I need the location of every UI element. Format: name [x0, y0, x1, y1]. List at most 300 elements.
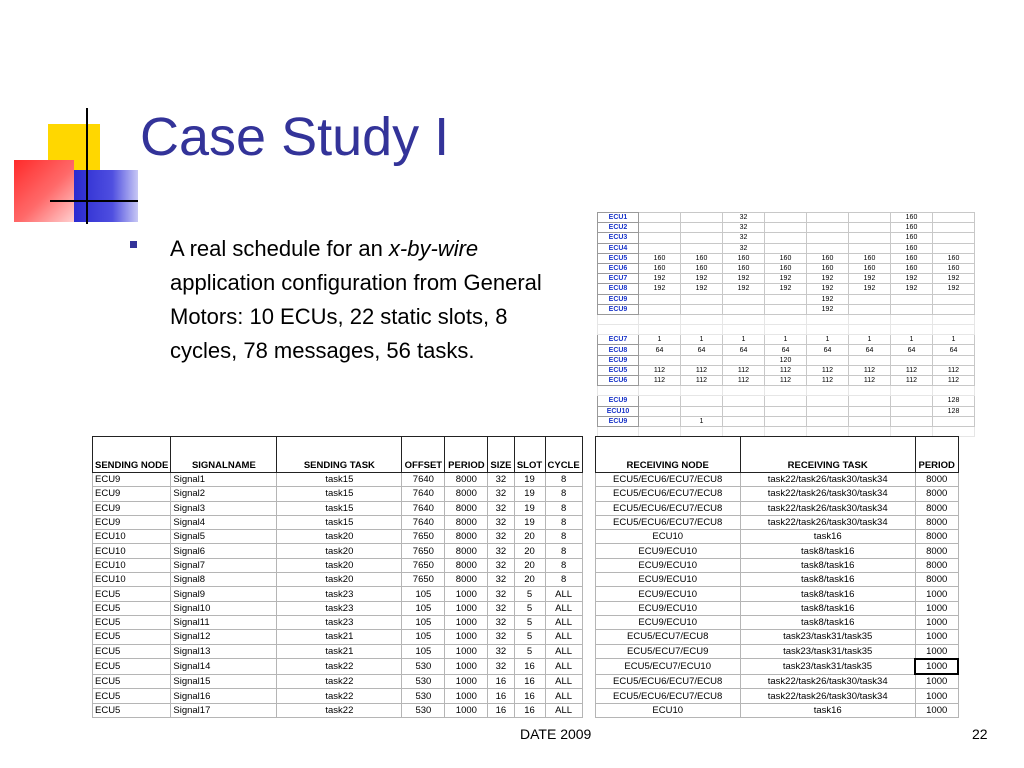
- gap-cell: [582, 630, 595, 644]
- schedule-value-cell: 1: [933, 335, 975, 345]
- schedule-value-cell: 112: [933, 376, 975, 386]
- cell-period: 1000: [445, 689, 488, 703]
- schedule-value-cell: [933, 325, 975, 335]
- schedule-value-cell: 1: [723, 335, 765, 345]
- schedule-value-cell: [849, 396, 891, 406]
- schedule-value-cell: 32: [723, 243, 765, 253]
- cell-size: 32: [488, 544, 514, 558]
- cell-size: 32: [488, 530, 514, 544]
- cell-period: 8000: [445, 473, 488, 487]
- cell-slot: 20: [514, 530, 545, 544]
- cell-signalname: Signal13: [171, 644, 277, 659]
- cell-slot: 19: [514, 515, 545, 529]
- signals-header-row: [93, 437, 959, 473]
- cell-size: 32: [488, 587, 514, 601]
- signals-table: [92, 436, 959, 718]
- schedule-value-cell: 192: [891, 274, 933, 284]
- cell-offset: 7650: [402, 558, 445, 572]
- cell-receiving-node: ECU5/ECU7/ECU10: [595, 659, 740, 674]
- cell-signalname: Signal17: [171, 703, 277, 717]
- cell-period: 1000: [445, 630, 488, 644]
- schedule-value-cell: 160: [639, 263, 681, 273]
- cell-size: 16: [488, 674, 514, 689]
- cell-receiving-task: task8/task16: [740, 601, 915, 615]
- cell-offset: 7650: [402, 530, 445, 544]
- schedule-value-cell: 64: [933, 345, 975, 355]
- schedule-value-cell: 160: [807, 263, 849, 273]
- cell-period: 8000: [445, 544, 488, 558]
- schedule-value-cell: [807, 355, 849, 365]
- schedule-ecu-cell: ECU6: [598, 376, 639, 386]
- cell-period2: 1000: [915, 703, 958, 717]
- schedule-ecu-cell: ECU7: [598, 274, 639, 284]
- cell-slot: 16: [514, 703, 545, 717]
- schedule-value-cell: 192: [723, 274, 765, 284]
- cell-slot: 16: [514, 689, 545, 703]
- cell-signalname: Signal12: [171, 630, 277, 644]
- schedule-grid: [597, 212, 975, 437]
- table-row: [93, 530, 959, 544]
- header-signalname: SIGNALNAME: [171, 437, 277, 473]
- schedule-row: [598, 386, 975, 396]
- schedule-ecu-cell: ECU8: [598, 284, 639, 294]
- cell-receiving-node: ECU10: [595, 530, 740, 544]
- cell-offset: 7640: [402, 487, 445, 501]
- cell-cycle: 8: [545, 544, 582, 558]
- schedule-ecu-cell: ECU9: [598, 355, 639, 365]
- gap-cell: [582, 674, 595, 689]
- schedule-value-cell: [765, 243, 807, 253]
- schedule-value-cell: 1: [681, 335, 723, 345]
- schedule-value-cell: 192: [849, 274, 891, 284]
- cell-signalname: Signal2: [171, 487, 277, 501]
- deco-horizontal-line: [50, 200, 138, 202]
- cell-period2: 8000: [915, 501, 958, 515]
- cell-offset: 7640: [402, 501, 445, 515]
- schedule-value-cell: [723, 304, 765, 314]
- cell-slot: 5: [514, 587, 545, 601]
- schedule-value-cell: 112: [639, 376, 681, 386]
- schedule-value-cell: [933, 304, 975, 314]
- schedule-value-cell: [765, 325, 807, 335]
- gap-cell: [582, 615, 595, 629]
- schedule-value-cell: 64: [765, 345, 807, 355]
- cell-period2: 1000: [915, 674, 958, 689]
- cell-sending-task: task21: [277, 630, 402, 644]
- header-slot: SLOT: [514, 437, 545, 473]
- schedule-value-cell: 160: [681, 263, 723, 273]
- schedule-value-cell: 192: [681, 284, 723, 294]
- schedule-ecu-cell: [598, 325, 639, 335]
- cell-sending-node: ECU10: [93, 573, 171, 587]
- cell-offset: 530: [402, 659, 445, 674]
- schedule-value-cell: [807, 406, 849, 416]
- cell-sending-task: task15: [277, 473, 402, 487]
- cell-period2: 1000: [915, 689, 958, 703]
- cell-sending-node: ECU5: [93, 689, 171, 703]
- schedule-row: [598, 325, 975, 335]
- schedule-value-cell: 160: [849, 263, 891, 273]
- cell-sending-node: ECU5: [93, 587, 171, 601]
- cell-receiving-node: ECU5/ECU6/ECU7/ECU8: [595, 515, 740, 529]
- schedule-value-cell: [891, 355, 933, 365]
- schedule-row: [598, 223, 975, 233]
- schedule-value-cell: 160: [891, 263, 933, 273]
- cell-signalname: Signal1: [171, 473, 277, 487]
- cell-period2: 8000: [915, 544, 958, 558]
- schedule-value-cell: 112: [723, 365, 765, 375]
- schedule-value-cell: 32: [723, 213, 765, 223]
- schedule-row: [598, 345, 975, 355]
- schedule-value-cell: [849, 406, 891, 416]
- cell-size: 32: [488, 487, 514, 501]
- cell-size: 32: [488, 615, 514, 629]
- cell-slot: 20: [514, 558, 545, 572]
- cell-receiving-node: ECU5/ECU6/ECU7/ECU8: [595, 674, 740, 689]
- cell-period: 8000: [445, 530, 488, 544]
- schedule-value-cell: [765, 396, 807, 406]
- cell-receiving-task: task8/task16: [740, 573, 915, 587]
- schedule-row: [598, 294, 975, 304]
- cell-cycle: 8: [545, 515, 582, 529]
- schedule-row: [598, 396, 975, 406]
- schedule-value-cell: 64: [723, 345, 765, 355]
- cell-offset: 7650: [402, 544, 445, 558]
- cell-cycle: 8: [545, 558, 582, 572]
- cell-offset: 7640: [402, 515, 445, 529]
- cell-size: 32: [488, 601, 514, 615]
- cell-size: 32: [488, 644, 514, 659]
- cell-cycle: 8: [545, 487, 582, 501]
- schedule-value-cell: 32: [723, 223, 765, 233]
- schedule-value-cell: 192: [723, 284, 765, 294]
- cell-sending-node: ECU5: [93, 630, 171, 644]
- schedule-value-cell: [723, 325, 765, 335]
- schedule-ecu-cell: ECU6: [598, 263, 639, 273]
- cell-sending-task: task22: [277, 674, 402, 689]
- cell-slot: 16: [514, 659, 545, 674]
- cell-sending-node: ECU5: [93, 644, 171, 659]
- schedule-value-cell: 192: [681, 274, 723, 284]
- schedule-value-cell: [849, 223, 891, 233]
- cell-period: 8000: [445, 501, 488, 515]
- gap-cell: [582, 573, 595, 587]
- schedule-value-cell: 160: [933, 263, 975, 273]
- schedule-value-cell: [891, 304, 933, 314]
- schedule-value-cell: 160: [723, 253, 765, 263]
- schedule-value-cell: [639, 304, 681, 314]
- cell-slot: 5: [514, 630, 545, 644]
- schedule-ecu-cell: ECU10: [598, 406, 639, 416]
- schedule-value-cell: 160: [891, 213, 933, 223]
- cell-slot: 19: [514, 473, 545, 487]
- schedule-value-cell: [639, 386, 681, 396]
- header-gap: [582, 437, 595, 473]
- cell-offset: 105: [402, 615, 445, 629]
- cell-offset: 105: [402, 587, 445, 601]
- cell-size: 16: [488, 689, 514, 703]
- cell-size: 32: [488, 558, 514, 572]
- cell-cycle: ALL: [545, 630, 582, 644]
- cell-size: 32: [488, 515, 514, 529]
- cell-period: 8000: [445, 515, 488, 529]
- schedule-value-cell: [765, 416, 807, 426]
- cell-sending-task: task15: [277, 501, 402, 515]
- cell-receiving-node: ECU9/ECU10: [595, 615, 740, 629]
- schedule-value-cell: 192: [639, 274, 681, 284]
- cell-receiving-node: ECU10: [595, 703, 740, 717]
- schedule-value-cell: [639, 325, 681, 335]
- cell-size: 32: [488, 659, 514, 674]
- cell-cycle: ALL: [545, 601, 582, 615]
- schedule-value-cell: 128: [933, 406, 975, 416]
- bullet-text-post: application configuration from General Motors: 10 ECUs, 22 static slots, 8 cycles, 78 messages, 56 tasks.: [170, 270, 542, 363]
- schedule-value-cell: [681, 223, 723, 233]
- deco-vertical-line: [86, 108, 88, 224]
- schedule-ecu-cell: ECU9: [598, 416, 639, 426]
- cell-offset: 105: [402, 601, 445, 615]
- header-offset: OFFSET: [402, 437, 445, 473]
- table-row: [93, 515, 959, 529]
- schedule-value-cell: [681, 314, 723, 324]
- schedule-value-cell: [639, 396, 681, 406]
- cell-cycle: ALL: [545, 703, 582, 717]
- cell-cycle: ALL: [545, 644, 582, 659]
- cell-sending-node: ECU9: [93, 473, 171, 487]
- schedule-value-cell: [723, 386, 765, 396]
- cell-receiving-node: ECU9/ECU10: [595, 558, 740, 572]
- cell-receiving-node: ECU5/ECU7/ECU8: [595, 630, 740, 644]
- schedule-ecu-cell: ECU1: [598, 213, 639, 223]
- schedule-value-cell: 112: [681, 365, 723, 375]
- cell-period: 1000: [445, 601, 488, 615]
- schedule-ecu-cell: ECU9: [598, 304, 639, 314]
- schedule-value-cell: [765, 233, 807, 243]
- cell-cycle: 8: [545, 501, 582, 515]
- cell-offset: 7650: [402, 573, 445, 587]
- schedule-value-cell: 192: [765, 274, 807, 284]
- schedule-ecu-cell: ECU9: [598, 294, 639, 304]
- schedule-ecu-cell: ECU9: [598, 396, 639, 406]
- table-row: [93, 487, 959, 501]
- table-row: [93, 703, 959, 717]
- cell-period2: 8000: [915, 487, 958, 501]
- schedule-value-cell: 112: [765, 376, 807, 386]
- schedule-value-cell: [849, 233, 891, 243]
- cell-receiving-task: task23/task31/task35: [740, 644, 915, 659]
- cell-period2: 1000: [915, 659, 958, 674]
- schedule-value-cell: 192: [891, 284, 933, 294]
- schedule-value-cell: [639, 355, 681, 365]
- cell-signalname: Signal16: [171, 689, 277, 703]
- schedule-value-cell: 160: [681, 253, 723, 263]
- schedule-value-cell: [639, 233, 681, 243]
- table-row: [93, 544, 959, 558]
- schedule-value-cell: 112: [849, 376, 891, 386]
- schedule-value-cell: 160: [891, 223, 933, 233]
- cell-cycle: 8: [545, 573, 582, 587]
- gap-cell: [582, 544, 595, 558]
- schedule-value-cell: [807, 243, 849, 253]
- cell-receiving-task: task23/task31/task35: [740, 659, 915, 674]
- schedule-value-cell: [891, 406, 933, 416]
- header-cycle: CYCLE: [545, 437, 582, 473]
- schedule-value-cell: 160: [849, 253, 891, 263]
- cell-signalname: Signal7: [171, 558, 277, 572]
- cell-sending-task: task20: [277, 530, 402, 544]
- cell-slot: 5: [514, 601, 545, 615]
- cell-signalname: Signal9: [171, 587, 277, 601]
- header-period: PERIOD: [445, 437, 488, 473]
- cell-cycle: ALL: [545, 689, 582, 703]
- schedule-value-cell: 160: [765, 263, 807, 273]
- schedule-value-cell: 160: [891, 253, 933, 263]
- cell-receiving-task: task8/task16: [740, 615, 915, 629]
- cell-sending-task: task15: [277, 487, 402, 501]
- cell-slot: 5: [514, 615, 545, 629]
- gap-cell: [582, 515, 595, 529]
- cell-receiving-node: ECU5/ECU6/ECU7/ECU8: [595, 689, 740, 703]
- schedule-value-cell: [807, 233, 849, 243]
- cell-signalname: Signal15: [171, 674, 277, 689]
- cell-period: 1000: [445, 659, 488, 674]
- cell-cycle: ALL: [545, 615, 582, 629]
- schedule-value-cell: 128: [933, 396, 975, 406]
- schedule-value-cell: [891, 314, 933, 324]
- cell-sending-task: task23: [277, 615, 402, 629]
- deco-blue-square: [74, 170, 138, 222]
- schedule-value-cell: [681, 304, 723, 314]
- cell-slot: 19: [514, 501, 545, 515]
- schedule-value-cell: 112: [765, 365, 807, 375]
- schedule-value-cell: [933, 223, 975, 233]
- cell-sending-task: task23: [277, 587, 402, 601]
- schedule-row: [598, 416, 975, 426]
- cell-sending-node: ECU5: [93, 659, 171, 674]
- gap-cell: [582, 530, 595, 544]
- gap-cell: [582, 587, 595, 601]
- schedule-row: [598, 335, 975, 345]
- cell-signalname: Signal10: [171, 601, 277, 615]
- schedule-ecu-cell: ECU5: [598, 365, 639, 375]
- header-receiving-node: RECEIVING NODE: [595, 437, 740, 473]
- cell-period2: 8000: [915, 515, 958, 529]
- header-period-2: PERIOD: [915, 437, 958, 473]
- cell-offset: 530: [402, 674, 445, 689]
- schedule-value-cell: [933, 233, 975, 243]
- schedule-value-cell: [765, 314, 807, 324]
- cell-sending-node: ECU9: [93, 501, 171, 515]
- cell-period: 8000: [445, 573, 488, 587]
- gap-cell: [582, 558, 595, 572]
- slide-title: Case Study I: [140, 107, 450, 167]
- cell-sending-task: task20: [277, 544, 402, 558]
- cell-receiving-node: ECU5/ECU7/ECU9: [595, 644, 740, 659]
- cell-sending-task: task15: [277, 515, 402, 529]
- schedule-value-cell: [891, 325, 933, 335]
- cell-sending-node: ECU10: [93, 558, 171, 572]
- cell-sending-task: task22: [277, 689, 402, 703]
- cell-period2: 1000: [915, 587, 958, 601]
- schedule-value-cell: 192: [639, 284, 681, 294]
- cell-offset: 105: [402, 644, 445, 659]
- gap-cell: [582, 487, 595, 501]
- schedule-value-cell: [849, 294, 891, 304]
- schedule-value-cell: [723, 355, 765, 365]
- schedule-value-cell: 160: [933, 253, 975, 263]
- cell-size: 32: [488, 473, 514, 487]
- schedule-value-cell: 64: [639, 345, 681, 355]
- cell-cycle: ALL: [545, 674, 582, 689]
- schedule-value-cell: [765, 213, 807, 223]
- schedule-value-cell: 1: [681, 416, 723, 426]
- header-sending-task: SENDING TASK: [277, 437, 402, 473]
- cell-period: 1000: [445, 644, 488, 659]
- schedule-row: [598, 376, 975, 386]
- cell-receiving-task: task22/task26/task30/task34: [740, 501, 915, 515]
- cell-sending-node: ECU5: [93, 703, 171, 717]
- schedule-value-cell: [723, 396, 765, 406]
- cell-signalname: Signal4: [171, 515, 277, 529]
- schedule-value-cell: [933, 416, 975, 426]
- cell-period: 1000: [445, 587, 488, 601]
- cell-receiving-task: task22/task26/task30/task34: [740, 473, 915, 487]
- cell-sending-node: ECU5: [93, 615, 171, 629]
- schedule-value-cell: [933, 355, 975, 365]
- schedule-value-cell: [849, 213, 891, 223]
- cell-period2: 1000: [915, 615, 958, 629]
- schedule-value-cell: [807, 223, 849, 233]
- schedule-value-cell: 1: [891, 335, 933, 345]
- schedule-value-cell: 112: [933, 365, 975, 375]
- schedule-row: [598, 355, 975, 365]
- table-row: [93, 674, 959, 689]
- cell-receiving-task: task8/task16: [740, 558, 915, 572]
- cell-receiving-node: ECU5/ECU6/ECU7/ECU8: [595, 501, 740, 515]
- cell-period: 8000: [445, 487, 488, 501]
- schedule-value-cell: [681, 406, 723, 416]
- schedule-value-cell: 112: [807, 376, 849, 386]
- bullet-text-pre: A real schedule for an: [170, 236, 389, 261]
- cell-cycle: 8: [545, 530, 582, 544]
- schedule-value-cell: [765, 406, 807, 416]
- schedule-ecu-cell: ECU2: [598, 223, 639, 233]
- schedule-row: [598, 274, 975, 284]
- table-row: [93, 615, 959, 629]
- schedule-ecu-cell: ECU4: [598, 243, 639, 253]
- cell-receiving-node: ECU9/ECU10: [595, 544, 740, 558]
- schedule-value-cell: [681, 213, 723, 223]
- cell-signalname: Signal3: [171, 501, 277, 515]
- schedule-value-cell: [933, 294, 975, 304]
- schedule-value-cell: [807, 396, 849, 406]
- cell-signalname: Signal8: [171, 573, 277, 587]
- schedule-value-cell: [639, 213, 681, 223]
- schedule-value-cell: [765, 304, 807, 314]
- schedule-value-cell: [639, 416, 681, 426]
- table-row: [93, 644, 959, 659]
- schedule-value-cell: 64: [807, 345, 849, 355]
- cell-sending-task: task23: [277, 601, 402, 615]
- cell-size: 32: [488, 573, 514, 587]
- schedule-value-cell: 160: [807, 253, 849, 263]
- schedule-value-cell: 112: [849, 365, 891, 375]
- schedule-value-cell: [891, 416, 933, 426]
- page-number: 22: [972, 726, 988, 742]
- schedule-value-cell: 160: [765, 253, 807, 263]
- cell-receiving-node: ECU9/ECU10: [595, 573, 740, 587]
- schedule-value-cell: [891, 386, 933, 396]
